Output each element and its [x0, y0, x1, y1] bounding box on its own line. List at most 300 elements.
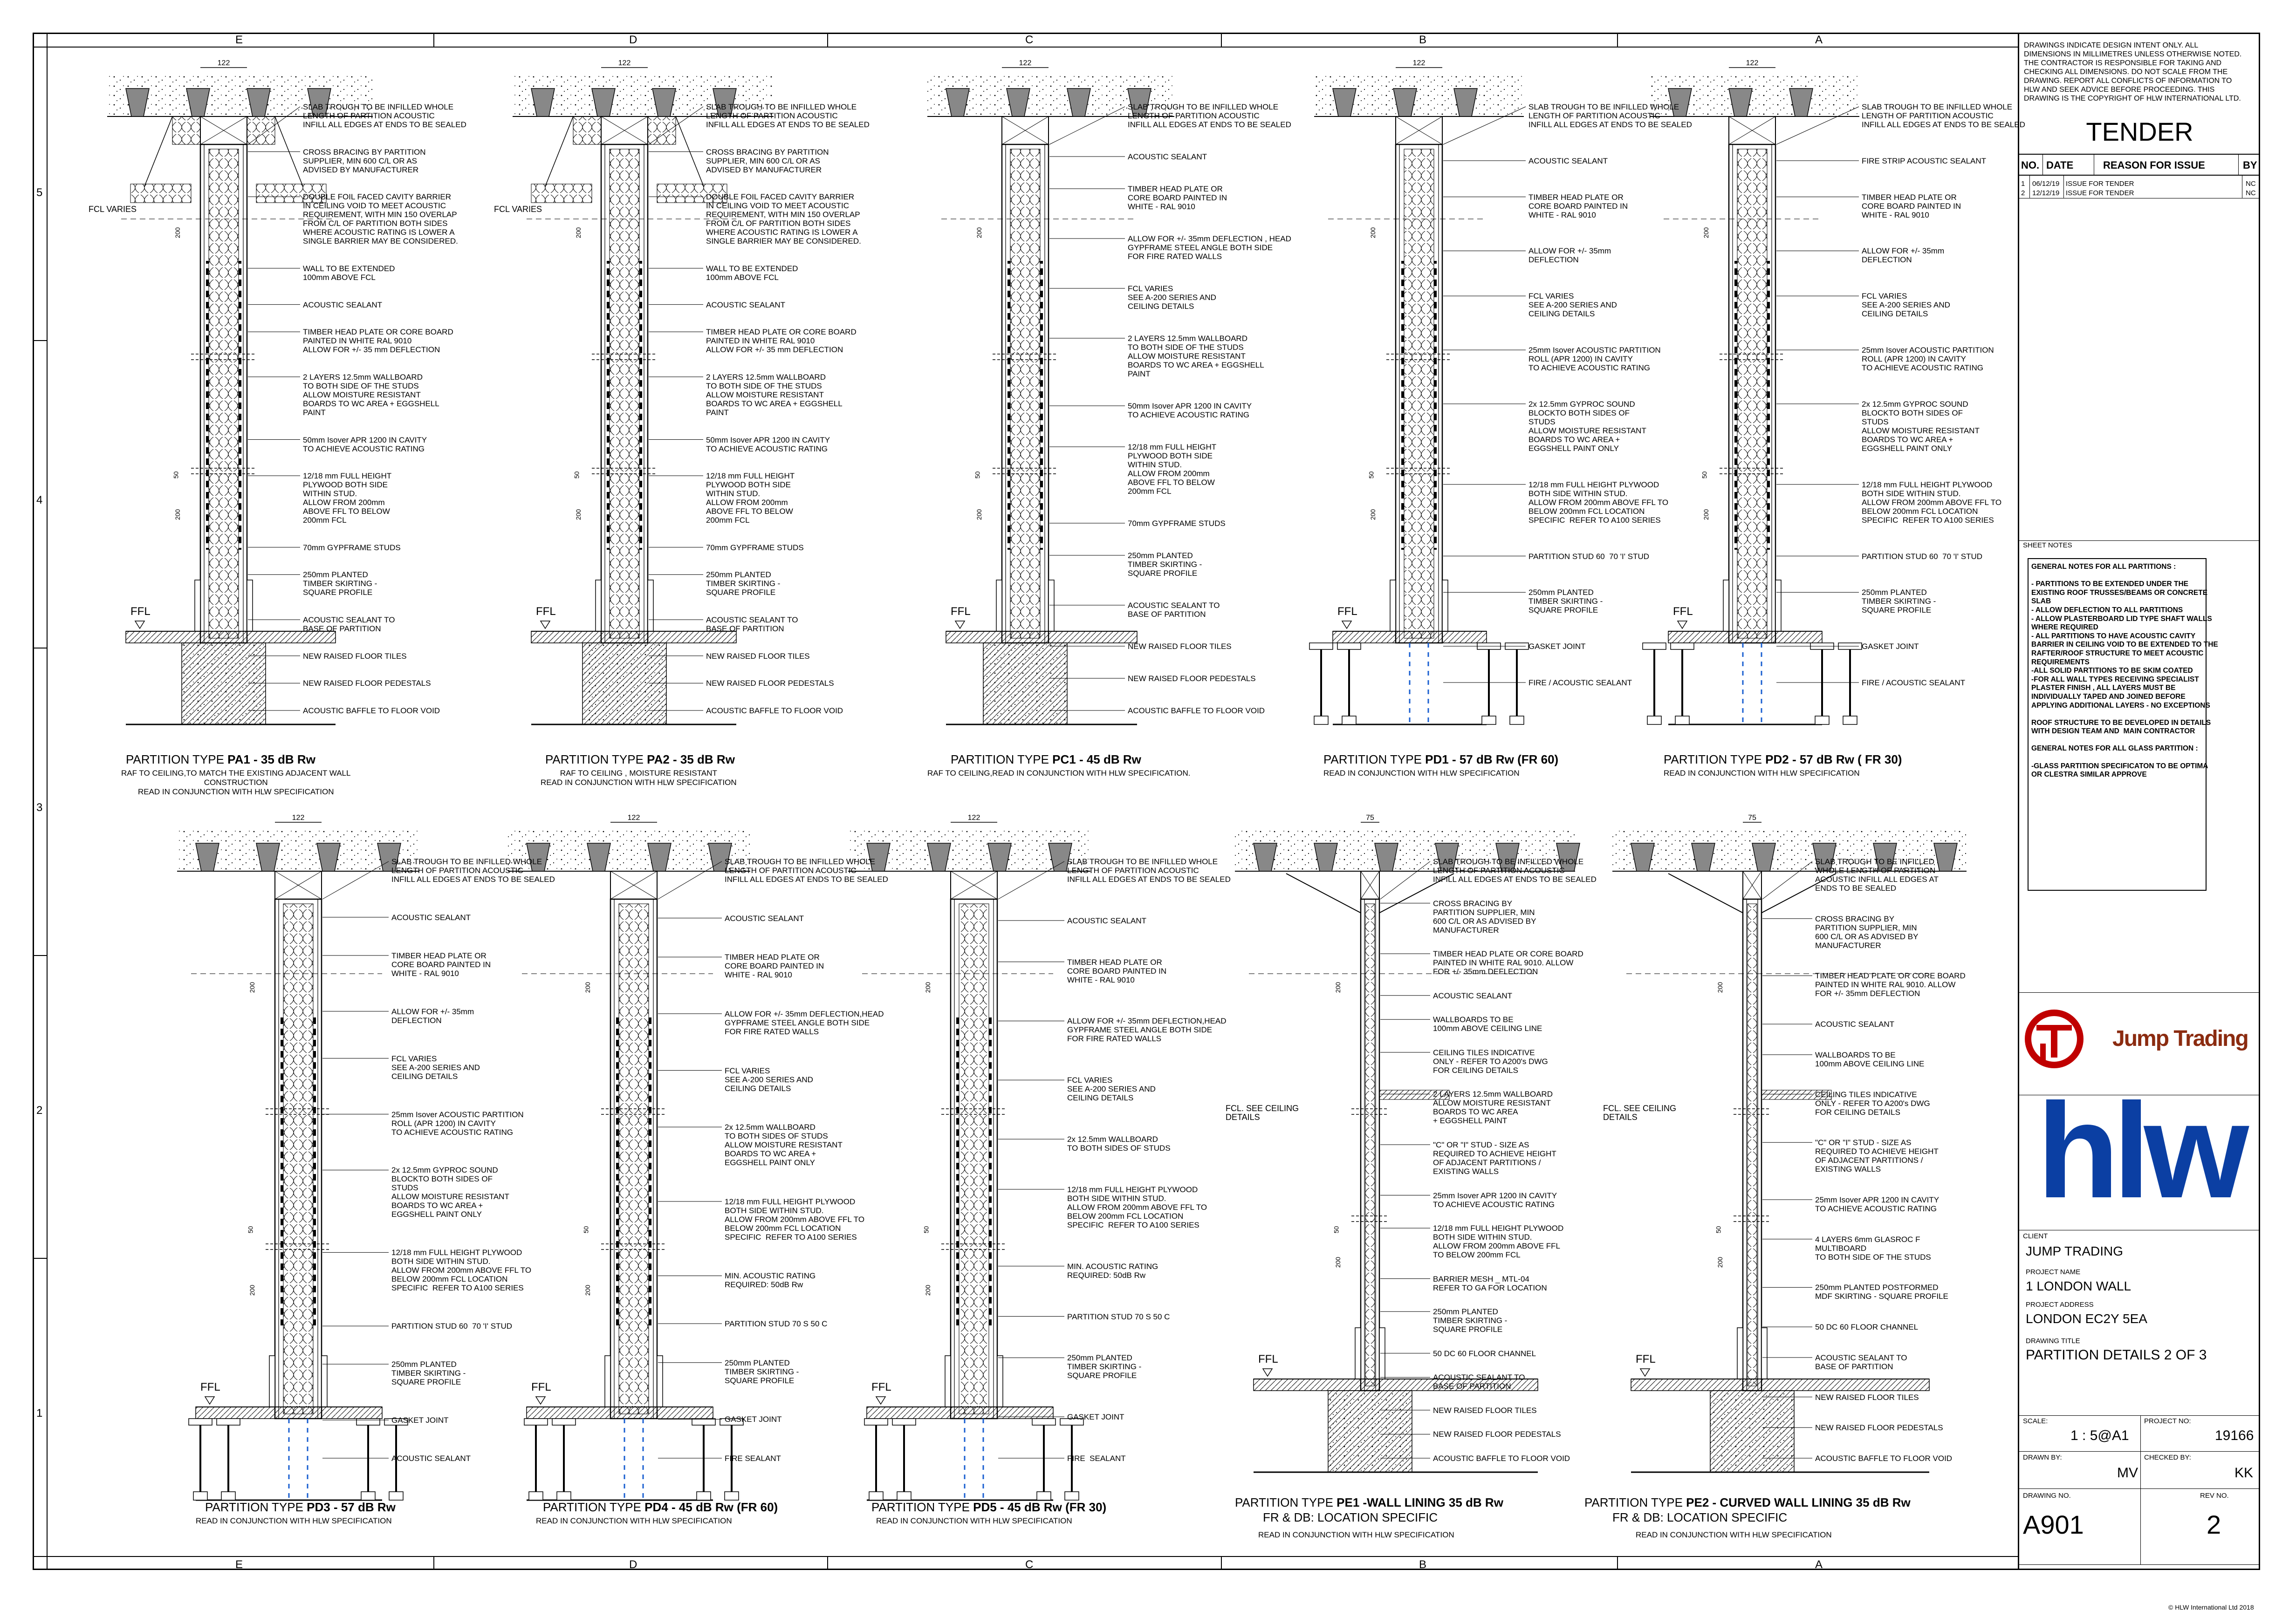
issues-header-reason: REASON FOR ISSUE	[2103, 159, 2205, 171]
annotation-note: GASKET JOINT	[1067, 1413, 1124, 1422]
annotation-note: PARTITION STUD 60 70 'I' STUD	[1528, 552, 1650, 561]
annotation-note: CEILING TILES INDICATIVE ONLY - REFER TO A200's DWG FOR CEILING DETAILS	[1433, 1048, 1548, 1075]
annotation-note: NEW RAISED FLOOR TILES	[1128, 642, 1232, 651]
annotation-note: 12/18 mm FULL HEIGHT PLYWOOD BOTH SIDE WITHIN STUD. ALLOW FROM 200mm ABOVE FFL TO BELOW 200mm FCL LOCATION SPECIFIC REFER TO A100 SERIES	[1067, 1185, 1207, 1229]
detail-subtitle: READ IN CONJUNCTION WITH HLW SPECIFICATION	[1323, 769, 1520, 778]
annotation-note: 25mm Isover ACOUSTIC PARTITION ROLL (APR 1200) IN CAVITY TO ACHIEVE ACOUSTIC RATING	[391, 1110, 524, 1137]
project-no: 19166	[2215, 1428, 2254, 1443]
dimension-label: 50	[172, 471, 180, 479]
annotation-note: ACOUSTIC SEALANT TO BASE OF PARTITION	[303, 615, 395, 634]
annotation-note: NEW RAISED FLOOR PEDESTALS	[706, 679, 834, 688]
annotation-note: 2x 12.5mm GYPROC SOUND BLOCKTO BOTH SIDES OF STUDS ALLOW MOISTURE RESISTANT BOARDS TO WC AREA + EGGSHELL PAINT ONLY	[1862, 399, 1980, 453]
dimension-label: 50	[1714, 1226, 1722, 1234]
rev-no: 2	[2207, 1510, 2221, 1539]
annotation-note: SLAB TROUGH TO BE INFILLED WHOLE LENGTH OF PARTITION ACOUSTIC INFILL ALL EDGES AT ENDS TO BE SEALED	[706, 102, 870, 129]
annotation-note: 2 LAYERS 12.5mm WALLBOARD ALLOW MOISTURE RESISTANT BOARDS TO WC AREA + EGGSHELL PAINT	[1433, 1090, 1553, 1126]
annotation-note: NEW RAISED FLOOR TILES	[706, 651, 810, 661]
annotation-note: MIN. ACOUSTIC RATING REQUIRED: 50dB Rw	[1067, 1262, 1158, 1280]
drawn-by-label: DRAWN BY:	[2023, 1454, 2062, 1461]
detail-title-prefix: PARTITION TYPE	[205, 1500, 307, 1514]
annotation-note: 250mm PLANTED TIMBER SKIRTING - SQUARE PROFILE	[391, 1360, 466, 1387]
annotation-note: PARTITION STUD 60 70 'I' STUD	[1862, 552, 1983, 561]
grid-column-label: B	[1419, 34, 1427, 46]
annotation-note: NEW RAISED FLOOR TILES	[303, 651, 407, 661]
issues-header-no: NO.	[2021, 159, 2040, 171]
dimension-label: 75	[1748, 814, 1756, 822]
grid-column-label: E	[235, 34, 243, 46]
annotation-note: 250mm PLANTED TIMBER SKIRTING - SQUARE PROFILE	[706, 570, 781, 597]
project-name-label: PROJECT NAME	[2026, 1268, 2081, 1276]
grid-tick	[1221, 1556, 1222, 1570]
annotation-note: 250mm PLANTED TIMBER SKIRTING - SQUARE PROFILE	[1862, 588, 1936, 615]
dimension-label: 122	[967, 814, 980, 822]
issue-row-by: NC	[2246, 189, 2256, 197]
detail-subtitle: RAF TO CEILING,TO MATCH THE EXISTING ADJACENT WALL CONSTRUCTION READ IN CONJUNCTION WITH HLW SPECIFICATION	[121, 769, 351, 796]
annotation-note: NEW RAISED FLOOR TILES	[1433, 1406, 1537, 1415]
dimension-label: 50	[582, 1226, 590, 1234]
dimension-label: 122	[627, 814, 640, 822]
dimension-label: 50	[973, 471, 981, 479]
annotation-note: ACOUSTIC BAFFLE TO FLOOR VOID	[303, 706, 440, 715]
annotation-note: ALLOW FOR +/- 35mm DEFLECTION,HEAD GYPFRAME STEEL ANGLE BOTH SIDE FOR FIRE RATED WALLS	[1067, 1017, 1227, 1044]
annotation-note: 70mm GYPFRAME STUDS	[706, 543, 804, 552]
detail-title-type: PD5 - 45 dB Rw (FR 30)	[973, 1500, 1107, 1514]
annotation-note: SLAB TROUGH TO BE INFILLED WHOLE LENGTH OF PARTITION ACOUSTIC INFILL ALL EDGES AT ENDS TO BE SEALED	[391, 857, 555, 884]
annotation-note: NEW RAISED FLOOR PEDESTALS	[1128, 674, 1256, 683]
detail-title-type: PD4 - 45 dB Rw (FR 60)	[644, 1500, 778, 1514]
grid-tick	[33, 340, 47, 341]
grid-column-label: B	[1419, 1558, 1427, 1571]
annotation-note: SLAB TROUGH TO BE INFILLED WHOLE LENGTH OF PARTITION ACOUSTIC INFILL ALL EDGES AT ENDS TO BE SEALED	[1433, 857, 1597, 884]
annotation-note: 25mm Isover ACOUSTIC PARTITION ROLL (APR 1200) IN CAVITY TO ACHIEVE ACOUSTIC RATING	[1528, 346, 1661, 373]
annotation-note: 12/18 mm FULL HEIGHT PLYWOOD BOTH SIDE WITHIN STUD. ALLOW FROM 200mm ABOVE FFL TO BELOW 200mm FCL	[706, 471, 795, 525]
drawing-title-label: DRAWING TITLE	[2026, 1337, 2080, 1345]
ffl-label: FFL	[871, 1381, 891, 1393]
annotation-note: ACOUSTIC SEALANT	[1528, 156, 1608, 165]
grid-tick	[1617, 33, 1618, 47]
detail-title	[1323, 752, 1558, 767]
detail-title	[205, 1500, 396, 1515]
annotation-note: ALLOW FOR +/- 35mm DEFLECTION	[1528, 246, 1611, 265]
annotation-note: TIMBER HEAD PLATE OR CORE BOARD PAINTED IN WHITE - RAL 9010	[1528, 192, 1628, 219]
annotation-note: 50 DC 60 FLOOR CHANNEL	[1433, 1349, 1536, 1358]
dimension-label: 122	[1019, 59, 1032, 67]
annotation-note: SLAB TROUGH TO BE INFILLED WHOLE LENGTH OF PARTITION ACOUSTIC INFILL ALL EDGES AT ENDS TO BE SEALED	[725, 857, 888, 884]
detail-title-prefix: PARTITION TYPE	[1664, 752, 1766, 766]
annotation-note: 12/18 mm FULL HEIGHT PLYWOOD BOTH SIDE WITHIN STUD. ALLOW FROM 200mm ABOVE FFL TO BELOW 200mm FCL LOCATION SPECIFIC REFER TO A100 SERIES	[1528, 480, 1669, 525]
annotation-note: WALL TO BE EXTENDED 100mm ABOVE FCL	[706, 264, 798, 282]
top-grid-strip	[33, 47, 2018, 48]
project-name: 1 LONDON WALL	[2026, 1279, 2132, 1293]
grid-row-label: 2	[36, 1104, 43, 1117]
annotation-note: MIN. ACOUSTIC RATING REQUIRED: 50dB Rw	[725, 1271, 816, 1290]
dimension-label: 200	[1702, 509, 1710, 520]
annotation-note: ACOUSTIC SEALANT TO BASE OF PARTITION	[1128, 601, 1220, 619]
sheet-notes-label: SHEET NOTES	[2023, 541, 2072, 549]
hlw-logo: hlw	[2036, 1075, 2243, 1226]
annotation-note: TIMBER HEAD PLATE OR CORE BOARD PAINTED IN WHITE - RAL 9010	[1067, 957, 1167, 984]
detail-subtitle: READ IN CONJUNCTION WITH HLW SPECIFICATION	[876, 1516, 1072, 1525]
annotation-note: 2x 12.5mm WALLBOARD TO BOTH SIDES OF STUDS ALLOW MOISTURE RESISTANT BOARDS TO WC AREA + EGGSHELL PAINT ONLY	[725, 1123, 843, 1167]
dimension-label: 200	[1334, 1256, 1342, 1268]
dimension-label: 200	[1369, 509, 1377, 520]
dimension-label: 75	[1366, 814, 1374, 822]
grid-column-label: C	[1025, 1558, 1034, 1571]
annotation-note: FCL VARIES SEE A-200 SERIES AND CEILING DETAILS	[1862, 292, 1950, 319]
annotation-note: 25mm Isover ACOUSTIC PARTITION ROLL (APR 1200) IN CAVITY TO ACHIEVE ACOUSTIC RATING	[1862, 346, 1994, 373]
detail-title	[545, 752, 735, 767]
ffl-label: FFL	[130, 605, 151, 618]
detail-title-type: PA2 - 35 dB Rw	[647, 752, 735, 766]
grid-tick	[827, 1556, 828, 1570]
detail-title-prefix: PARTITION TYPE	[1584, 1495, 1686, 1509]
dimension-label: 200	[174, 509, 182, 520]
drawn-by: MV	[2117, 1465, 2138, 1481]
detail-title-prefix: PARTITION TYPE	[543, 1500, 645, 1514]
ffl-label: FFL	[1636, 1353, 1656, 1365]
annotation-note: TIMBER HEAD PLATE OR CORE BOARD PAINTED IN WHITE - RAL 9010	[1862, 192, 1961, 219]
issue-row-reason: ISSUE FOR TENDER	[2066, 180, 2134, 188]
annotation-note: CROSS BRACING BY PARTITION SUPPLIER, MIN 600 C/L OR AS ADVISED BY MANUFACTURER	[1433, 899, 1536, 935]
annotation-note: FIRE SEALANT	[1067, 1454, 1126, 1463]
annotation-note: GASKET JOINT	[725, 1415, 782, 1424]
detail-title-prefix: PARTITION TYPE	[1235, 1495, 1337, 1509]
dimension-label: 122	[217, 59, 230, 67]
issue-row-date: 06/12/19	[2032, 180, 2060, 188]
ffl-label: FFL	[1258, 1353, 1278, 1365]
issue-status: TENDER	[2086, 117, 2193, 146]
scale-label: SCALE:	[2023, 1417, 2048, 1425]
annotation-note: 250mm PLANTED TIMBER SKIRTING - SQUARE PROFILE	[303, 570, 377, 597]
dimension-label: 200	[575, 227, 583, 239]
issue-row-by: NC	[2246, 180, 2256, 188]
dimension-label: 200	[584, 1284, 592, 1296]
annotation-note: ACOUSTIC SEALANT	[391, 1454, 471, 1463]
drawing-title: PARTITION DETAILS 2 OF 3	[2026, 1347, 2207, 1363]
annotation-note: CROSS BRACING BY PARTITION SUPPLIER, MIN 600 C/L OR AS ADVISED BY MANUFACTURER	[1815, 914, 1919, 950]
detail-subtitle: READ IN CONJUNCTION WITH HLW SPECIFICATION	[1258, 1530, 1454, 1539]
annotation-note: TIMBER HEAD PLATE OR CORE BOARD PAINTED IN WHITE RAL 9010 ALLOW FOR +/- 35 mm DEFLECTION	[706, 328, 857, 355]
annotation-note: NEW RAISED FLOOR PEDESTALS	[1815, 1423, 1943, 1433]
annotation-note: CROSS BRACING BY PARTITION SUPPLIER, MIN 600 C/L OR AS ADVISED BY MANUFACTURER	[706, 147, 829, 174]
annotation-note: FCL VARIES SEE A-200 SERIES AND CEILING DETAILS	[1128, 284, 1216, 311]
annotation-note: SLAB TROUGH TO BE INFILLED WHOLE LENGTH OF PARTITION ACOUSTIC INFILL ALL EDGES AT ENDS TO BE SEALED	[1528, 102, 1692, 129]
annotation-note: ACOUSTIC SEALANT	[706, 300, 786, 309]
detail-title	[1584, 1495, 1911, 1510]
annotation-note: FCL VARIES SEE A-200 SERIES AND CEILING DETAILS	[1067, 1076, 1156, 1103]
grid-column-label: A	[1815, 1558, 1823, 1571]
detail-subtitle: READ IN CONJUNCTION WITH HLW SPECIFICATION	[196, 1516, 392, 1525]
annotation-note: 25mm Isover APR 1200 IN CAVITY TO ACHIEVE ACOUSTIC RATING	[1433, 1191, 1557, 1209]
dimension-label: 200	[975, 509, 983, 520]
detail-subtitle: READ IN CONJUNCTION WITH HLW SPECIFICATION	[1664, 769, 1860, 778]
annotation-note: ACOUSTIC SEALANT	[1433, 991, 1513, 1000]
detail-title-type: PD3 - 57 dB Rw	[307, 1500, 396, 1514]
dimension-label: 200	[1334, 982, 1342, 993]
grid-column-label: C	[1025, 34, 1034, 46]
annotation-note: ALLOW FOR +/- 35mm DEFLECTION,HEAD GYPFRAME STEEL ANGLE BOTH SIDE FOR FIRE RATED WALLS	[725, 1009, 884, 1036]
annotation-note: 12/18 mm FULL HEIGHT PLYWOOD BOTH SIDE WITHIN STUD. ALLOW FROM 200mm ABOVE FFL TO BELOW 200mm FCL	[1433, 1224, 1564, 1260]
annotation-note: SLAB TROUGH TO BE INFILLED WHOLE LENGTH OF PARTITION ACOUSTIC INFILL ALL EDGES AT ENDS TO BE SEALED	[1128, 102, 1291, 129]
annotation-note: NEW RAISED FLOOR PEDESTALS	[1433, 1430, 1561, 1439]
annotation-note: 2 LAYERS 12.5mm WALLBOARD TO BOTH SIDE OF THE STUDS ALLOW MOISTURE RESISTANT BOARDS TO WC AREA + EGGSHELL PAINT	[303, 372, 439, 417]
annotation-note: FIRE SEALANT	[725, 1454, 781, 1463]
annotation-note: CROSS BRACING BY PARTITION SUPPLIER, MIN 600 C/L OR AS ADVISED BY MANUFACTURER	[303, 147, 426, 174]
annotation-note: 12/18 mm FULL HEIGHT PLYWOOD BOTH SIDE WITHIN STUD. ALLOW FROM 200mm ABOVE FFL TO BELOW 200mm FCL	[303, 471, 392, 525]
annotation-note: 2x 12.5mm GYPROC SOUND BLOCKTO BOTH SIDES OF STUDS ALLOW MOISTURE RESISTANT BOARDS TO WC AREA + EGGSHELL PAINT ONLY	[391, 1166, 509, 1219]
annotation-note: 70mm GYPFRAME STUDS	[303, 543, 401, 552]
annotation-note: DOUBLE FOIL FACED CAVITY BARRIER IN CEILING VOID TO MEET ACOUSTIC REQUIREMENT, WITH MIN 150 OVERLAP FROM C/L OF PARTITION BOTH SIDES WHERE ACOUSTIC RATING IS LOWER A SINGLE BARRIER MAY BE CONSIDERED.	[706, 192, 861, 246]
dimension-label: 50	[573, 471, 581, 479]
detail-title-type: PD1 - 57 dB Rw (FR 60)	[1425, 752, 1559, 766]
annotation-note: 70mm GYPFRAME STUDS	[1128, 519, 1226, 528]
jump-trading-wordmark: Jump Trading	[2112, 1026, 2248, 1051]
annotation-note: GASKET JOINT	[1862, 642, 1919, 651]
dimension-label: 200	[924, 1284, 932, 1296]
annotation-note: 250mm PLANTED TIMBER SKIRTING - SQUARE PROFILE	[1433, 1307, 1508, 1334]
dimension-label: 200	[1716, 1256, 1724, 1268]
annotation-note: ACOUSTIC SEALANT	[725, 914, 804, 923]
annotation-note: "C" OR "I" STUD - SIZE AS REQUIRED TO ACHIEVE HEIGHT OF ADJACENT PARTITIONS / EXISTING WALLS	[1815, 1138, 1939, 1174]
jump-trading-logo	[2022, 1006, 2259, 1081]
detail-subtitle: READ IN CONJUNCTION WITH HLW SPECIFICATION	[1636, 1530, 1832, 1539]
annotation-note: SLAB TROUGH TO BE INFILLED WHOLE LENGTH OF PARTITION ACOUSTIC INFILL ALL EDGES AT ENDS TO BE SEALED	[1067, 857, 1231, 884]
annotation-note: 50 DC 60 FLOOR CHANNEL	[1815, 1323, 1919, 1332]
dimension-label: 200	[1369, 227, 1377, 239]
annotation-note: FCL VARIES SEE A-200 SERIES AND CEILING DETAILS	[391, 1054, 480, 1081]
detail-title	[871, 1500, 1106, 1515]
annotation-note: FCL VARIES SEE A-200 SERIES AND CEILING DETAILS	[1528, 292, 1617, 319]
grid-column-label: D	[629, 34, 637, 46]
annotation-note: ALLOW FOR +/- 35mm DEFLECTION	[1862, 246, 1945, 265]
detail-title	[951, 752, 1141, 767]
dimension-label: 50	[922, 1226, 930, 1234]
annotation-note: 250mm PLANTED TIMBER SKIRTING - SQUARE PROFILE	[1128, 551, 1202, 578]
detail-title-type: PA1 - 35 dB Rw	[227, 752, 315, 766]
dimension-label: 200	[584, 982, 592, 993]
annotation-note: ACOUSTIC SEALANT TO BASE OF PARTITION	[1433, 1373, 1525, 1391]
annotation-note: DOUBLE FOIL FACED CAVITY BARRIER IN CEILING VOID TO MEET ACOUSTIC REQUIREMENT, WITH MIN 150 OVERLAP FROM C/L OF PARTITION BOTH SIDES WHERE ACOUSTIC RATING IS LOWER A SINGLE BARRIER MAY BE CONSIDERED.	[303, 192, 458, 246]
ffl-label: FFL	[1337, 605, 1357, 618]
project-address-label: PROJECT ADDRESS	[2026, 1301, 2094, 1309]
detail-subtitle: READ IN CONJUNCTION WITH HLW SPECIFICATION	[536, 1516, 732, 1525]
rev-label: REV NO.	[2200, 1492, 2229, 1500]
issues-header-by: BY	[2243, 159, 2257, 171]
disclaimer: DRAWINGS INDICATE DESIGN INTENT ONLY. ALL DIMENSIONS IN MILLIMETRES UNLESS OTHERWISE NOTED. THE CONTRACTOR IS RESPONSIBLE FOR TAKING AND CHECKING ALL DIMENSIONS. DO NOT SCALE FROM THE DRAWING. REPORT ALL CONFLICTS OF INFORMATION TO HLW AND SEEK ADVICE BEFORE PROCEEDING. THIS DRAWING IS THE COPYRIGHT OF HLW INTERNATIONAL LTD.	[2024, 41, 2242, 102]
annotation-note: ACOUSTIC BAFFLE TO FLOOR VOID	[1433, 1454, 1570, 1463]
fcl-label: FCL. SEE CEILING DETAILS	[1603, 1104, 1677, 1122]
detail-title-line2: FR & DB: LOCATION SPECIFIC	[1612, 1510, 1788, 1524]
grid-column-label: A	[1815, 34, 1823, 46]
project-no-label: PROJECT NO:	[2144, 1417, 2191, 1425]
grid-tick	[33, 955, 47, 956]
fcl-label: FCL VARIES	[89, 205, 137, 214]
annotation-note: TIMBER HEAD PLATE OR CORE BOARD PAINTED IN WHITE - RAL 9010	[725, 953, 824, 980]
annotation-note: FCL VARIES SEE A-200 SERIES AND CEILING DETAILS	[725, 1066, 813, 1093]
detail-title	[1664, 752, 1902, 767]
dimension-label: 122	[618, 59, 631, 67]
dimension-label: 200	[575, 509, 583, 520]
annotation-note: TIMBER HEAD PLATE OR CORE BOARD PAINTED IN WHITE - RAL 9010	[391, 951, 491, 978]
drawing-no: A901	[2023, 1510, 2084, 1539]
ffl-label: FFL	[200, 1381, 220, 1393]
annotation-note: WALLBOARDS TO BE 100mm ABOVE CEILING LINE	[1815, 1050, 1925, 1068]
annotation-note: 12/18 mm FULL HEIGHT PLYWOOD BOTH SIDE WITHIN STUD. ALLOW FROM 200mm ABOVE FFL TO BELOW 200mm FCL LOCATION SPECIFIC REFER TO A100 SERIES	[1862, 480, 2002, 525]
dimension-label: 200	[1702, 227, 1710, 239]
annotation-note: WALL TO BE EXTENDED 100mm ABOVE FCL	[303, 264, 395, 282]
dimension-label: 50	[247, 1226, 254, 1234]
annotation-note: TIMBER HEAD PLATE OR CORE BOARD PAINTED IN WHITE RAL 9010 ALLOW FOR +/- 35 mm DEFLECTION	[303, 328, 453, 355]
detail-title	[126, 752, 315, 767]
checked-by-label: CHECKED BY:	[2144, 1454, 2191, 1461]
annotation-note: SLAB TROUGH TO BE INFILLED WHOLE LENGTH OF PARTITION ACOUSTIC INFILL ALL EDGES AT ENDS TO BE SEALED	[1862, 102, 2025, 129]
annotation-note: ACOUSTIC BAFFLE TO FLOOR VOID	[1128, 706, 1265, 715]
annotation-note: NEW RAISED FLOOR TILES	[1815, 1393, 1919, 1402]
grid-tick	[433, 33, 434, 47]
annotation-note: ACOUSTIC SEALANT	[1815, 1020, 1895, 1029]
annotation-note: 50mm Isover APR 1200 IN CAVITY TO ACHIEVE ACOUSTIC RATING	[303, 435, 427, 453]
annotation-note: TIMBER HEAD PLATE OR CORE BOARD PAINTED IN WHITE RAL 9010. ALLOW FOR +/- 35mm DEFLECTION	[1815, 971, 1966, 998]
annotation-note: ALLOW FOR +/- 35mm DEFLECTION	[391, 1007, 474, 1025]
detail-title	[1235, 1495, 1503, 1510]
annotation-note: FIRE / ACOUSTIC SEALANT	[1862, 678, 1965, 687]
fcl-label: FCL. SEE CEILING DETAILS	[1226, 1104, 1299, 1122]
annotation-note: ACOUSTIC BAFFLE TO FLOOR VOID	[706, 706, 843, 715]
annotation-note: GASKET JOINT	[391, 1416, 449, 1425]
drawing-no-label: DRAWING NO.	[2023, 1492, 2071, 1500]
annotation-note: "C" OR "I" STUD - SIZE AS REQUIRED TO ACHIEVE HEIGHT OF ADJACENT PARTITIONS / EXISTING WALLS	[1433, 1140, 1556, 1176]
detail-title-type: PE1 -WALL LINING 35 dB Rw	[1336, 1495, 1503, 1509]
grid-row-label: 5	[36, 186, 43, 199]
bottom-grid-strip	[33, 1556, 2018, 1557]
annotation-note: 12/18 mm FULL HEIGHT PLYWOOD BOTH SIDE WITHIN STUD. ALLOW FROM 200mm ABOVE FFL TO BELOW 200mm FCL	[1128, 443, 1217, 496]
annotation-note: GASKET JOINT	[1528, 642, 1586, 651]
annotation-note: ACOUSTIC BAFFLE TO FLOOR VOID	[1815, 1454, 1953, 1463]
fcl-label: FCL VARIES	[494, 205, 542, 214]
annotation-note: ACOUSTIC SEALANT	[1128, 152, 1207, 161]
annotation-note: ACOUSTIC SEALANT TO BASE OF PARTITION	[706, 615, 798, 634]
annotation-note: 50mm Isover APR 1200 IN CAVITY TO ACHIEVE ACOUSTIC RATING	[1128, 402, 1252, 419]
dimension-label: 50	[1700, 471, 1708, 479]
grid-tick	[1221, 33, 1222, 47]
annotation-note: 50mm Isover APR 1200 IN CAVITY TO ACHIEVE ACOUSTIC RATING	[706, 435, 830, 453]
issues-header-date: DATE	[2046, 159, 2074, 171]
annotation-note: ACOUSTIC SEALANT	[1067, 916, 1147, 925]
detail-title	[543, 1500, 778, 1515]
detail-subtitle: RAF TO CEILING , MOISTURE RESISTANT READ IN CONJUNCTION WITH HLW SPECIFICATION	[541, 769, 737, 787]
issue-row-no: 1	[2021, 180, 2025, 188]
project-address: LONDON EC2Y 5EA	[2026, 1311, 2147, 1326]
sheet-notes-box	[2028, 558, 2218, 891]
scale-value: 1 : 5@A1	[2070, 1428, 2129, 1443]
detail-title-prefix: PARTITION TYPE	[871, 1500, 973, 1514]
jump-trading-mark-icon	[2022, 1006, 2087, 1072]
checked-by: KK	[2234, 1465, 2254, 1481]
dimension-label: 200	[924, 982, 932, 993]
annotation-note: FIRE STRIP ACOUSTIC SEALANT	[1862, 156, 1987, 165]
annotation-note: 250mm PLANTED POSTFORMED MDF SKIRTING - SQUARE PROFILE	[1815, 1283, 1948, 1301]
annotation-note: ACOUSTIC SEALANT	[391, 913, 471, 922]
annotation-note: PARTITION STUD 60 70 'I' STUD	[391, 1322, 513, 1331]
grid-row-label: 3	[36, 801, 43, 814]
annotation-note: BARRIER MESH _ MTL-04 REFER TO GA FOR LOCATION	[1433, 1274, 1547, 1292]
issue-row-no: 2	[2021, 189, 2025, 197]
left-grid-strip	[47, 33, 48, 1570]
dimension-label: 122	[1746, 59, 1759, 67]
detail-subtitle: RAF TO CEILING,READ IN CONJUNCTION WITH HLW SPECIFICATION.	[927, 769, 1191, 778]
detail-title-type: PE2 - CURVED WALL LINING 35 dB Rw	[1686, 1495, 1911, 1509]
annotation-note: 2 LAYERS 12.5mm WALLBOARD TO BOTH SIDE OF THE STUDS ALLOW MOISTURE RESISTANT BOARDS TO WC AREA + EGGSHELL PAINT	[706, 372, 843, 417]
annotation-note: 2x 12.5mm GYPROC SOUND BLOCKTO BOTH SIDES OF STUDS ALLOW MOISTURE RESISTANT BOARDS TO WC AREA + EGGSHELL PAINT ONLY	[1528, 399, 1646, 453]
annotation-note: 250mm PLANTED TIMBER SKIRTING - SQUARE PROFILE	[1528, 588, 1603, 615]
annotation-note: ACOUSTIC SEALANT	[303, 300, 383, 309]
dimension-label: 200	[248, 1284, 256, 1296]
annotation-note: SLAB TROUGH TO BE INFILLED WHOLE LENGTH OF PARTITION ACOUSTIC INFILL ALL EDGES AT ENDS TO BE SEALED	[303, 102, 466, 129]
client-label: CLIENT	[2023, 1232, 2048, 1240]
annotation-note: SLAB TROUGH TO BE INFILLED WHOLE LENGTH OF PARTITION ACOUSTIC INFILL ALL EDGES AT ENDS TO BE SEALED	[1815, 857, 1939, 893]
dimension-label: 200	[248, 982, 256, 993]
annotation-note: WALLBOARDS TO BE 100mm ABOVE CEILING LINE	[1433, 1015, 1542, 1033]
client-name: JUMP TRADING	[2026, 1244, 2123, 1258]
sheet-notes-text: GENERAL NOTES FOR ALL PARTITIONS : - PARTITIONS TO BE EXTENDED UNDER THE EXISTING ROOF TRUSSES/BEAMS OR CONCRETE SLAB - ALLOW DEFLECTION TO ALL PARTITIONS - ALLOW PLASTERBOARD LID TYPE SHAFT WALLS WHERE REQUIRED - ALL PARTITIONS TO HAVE ACOUSTIC CAVITY BARRIER IN CEILING VOID TO BE EXTENDED TO THE RAFTER/ROOF STRUCTURE TO MEET ACOUSTIC REQUIREMENTS -ALL SOLID PARTITIONS TO BE SKIM COATED -FOR ALL WALL TYPES RECEIVING SPECIALIST PLASTER FINISH , ALL LAYERS MUST BE INDIVIDUALLY TAPED AND JOINED BEFORE APPLYING ADDITIONAL LAYERS - NO EXCEPTIONS ROOF STRUCTURE TO BE DEVELOPED IN DETAILS WITH DESIGN TEAM AND MAIN CONTRACTOR GENERAL NOTES FOR ALL GLASS PARTITION : -GLASS PARTITION SPECIFICATON TO BE OPTIMA OR CLESTRA SIMILAR APPROVE	[2031, 563, 2218, 779]
detail-title-prefix: PARTITION TYPE	[545, 752, 647, 766]
ffl-label: FFL	[1673, 605, 1693, 618]
grid-tick	[1617, 1556, 1618, 1570]
dimension-label: 50	[1367, 471, 1375, 479]
copyright: © HLW International Ltd 2018	[2168, 1604, 2254, 1611]
grid-row-label: 4	[36, 494, 43, 506]
ffl-label: FFL	[536, 605, 556, 618]
annotation-note: PARTITION STUD 70 S 50 C	[725, 1319, 828, 1329]
annotation-note: TIMBER HEAD PLATE OR CORE BOARD PAINTED IN WHITE RAL 9010. ALLOW FOR +/- 35mm DEFLECTION	[1433, 949, 1583, 976]
dimension-label: 122	[1412, 59, 1426, 67]
dimension-label: 122	[292, 814, 305, 822]
annotation-note: 250mm PLANTED TIMBER SKIRTING - SQUARE PROFILE	[725, 1358, 799, 1385]
annotation-note: ALLOW FOR +/- 35mm DEFLECTION , HEAD GYPFRAME STEEL ANGLE BOTH SIDE FOR FIRE RATED WALLS	[1128, 234, 1291, 261]
grid-row-label: 1	[36, 1407, 43, 1420]
annotation-note: FIRE / ACOUSTIC SEALANT	[1528, 678, 1632, 687]
dimension-label: 200	[174, 227, 182, 239]
annotation-note: 12/18 mm FULL HEIGHT PLYWOOD BOTH SIDE WITHIN STUD. ALLOW FROM 200mm ABOVE FFL TO BELOW 200mm FCL LOCATION SPECIFIC REFER TO A100 SERIES	[391, 1248, 532, 1293]
annotation-note: PARTITION STUD 70 S 50 C	[1067, 1312, 1170, 1321]
issue-row-date: 12/12/19	[2032, 189, 2060, 197]
annotation-note: NEW RAISED FLOOR PEDESTALS	[303, 679, 431, 688]
grid-column-label: E	[235, 1558, 243, 1571]
ffl-label: FFL	[531, 1381, 551, 1393]
annotation-note: CEILING TILES INDICATIVE ONLY - REFER TO A200's DWG FOR CEILING DETAILS	[1815, 1090, 1930, 1117]
issue-row-reason: ISSUE FOR TENDER	[2066, 189, 2134, 197]
detail-title-prefix: PARTITION TYPE	[951, 752, 1053, 766]
detail-title-prefix: PARTITION TYPE	[1323, 752, 1426, 766]
ffl-label: FFL	[951, 605, 971, 618]
annotation-note: 4 LAYERS 6mm GLASROC F MULTIBOARD TO BOTH SIDE OF THE STUDS	[1815, 1235, 1931, 1262]
annotation-note: 250mm PLANTED TIMBER SKIRTING - SQUARE PROFILE	[1067, 1353, 1142, 1380]
detail-title-type: PD2 - 57 dB Rw ( FR 30)	[1765, 752, 1902, 766]
annotation-note: TIMBER HEAD PLATE OR CORE BOARD PAINTED IN WHITE - RAL 9010	[1128, 184, 1227, 211]
title-block	[2018, 33, 2260, 1611]
dimension-label: 50	[1332, 1226, 1340, 1234]
annotation-note: 12/18 mm FULL HEIGHT PLYWOOD BOTH SIDE WITHIN STUD. ALLOW FROM 200mm ABOVE FFL TO BELOW 200mm FCL LOCATION SPECIFIC REFER TO A100 SERIES	[725, 1197, 865, 1242]
dimension-label: 200	[975, 227, 983, 239]
annotation-note: ACOUSTIC SEALANT TO BASE OF PARTITION	[1815, 1353, 1907, 1371]
detail-title-type: PC1 - 45 dB Rw	[1052, 752, 1141, 766]
grid-column-label: D	[629, 1558, 637, 1571]
grid-tick	[433, 1556, 434, 1570]
annotation-note: 25mm Isover APR 1200 IN CAVITY TO ACHIEVE ACOUSTIC RATING	[1815, 1195, 1940, 1213]
grid-tick	[33, 1258, 47, 1259]
annotation-note: 2 LAYERS 12.5mm WALLBOARD TO BOTH SIDE OF THE STUDS ALLOW MOISTURE RESISTANT BOARDS TO WC AREA + EGGSHELL PAINT	[1128, 334, 1264, 378]
detail-title-prefix: PARTITION TYPE	[126, 752, 228, 766]
